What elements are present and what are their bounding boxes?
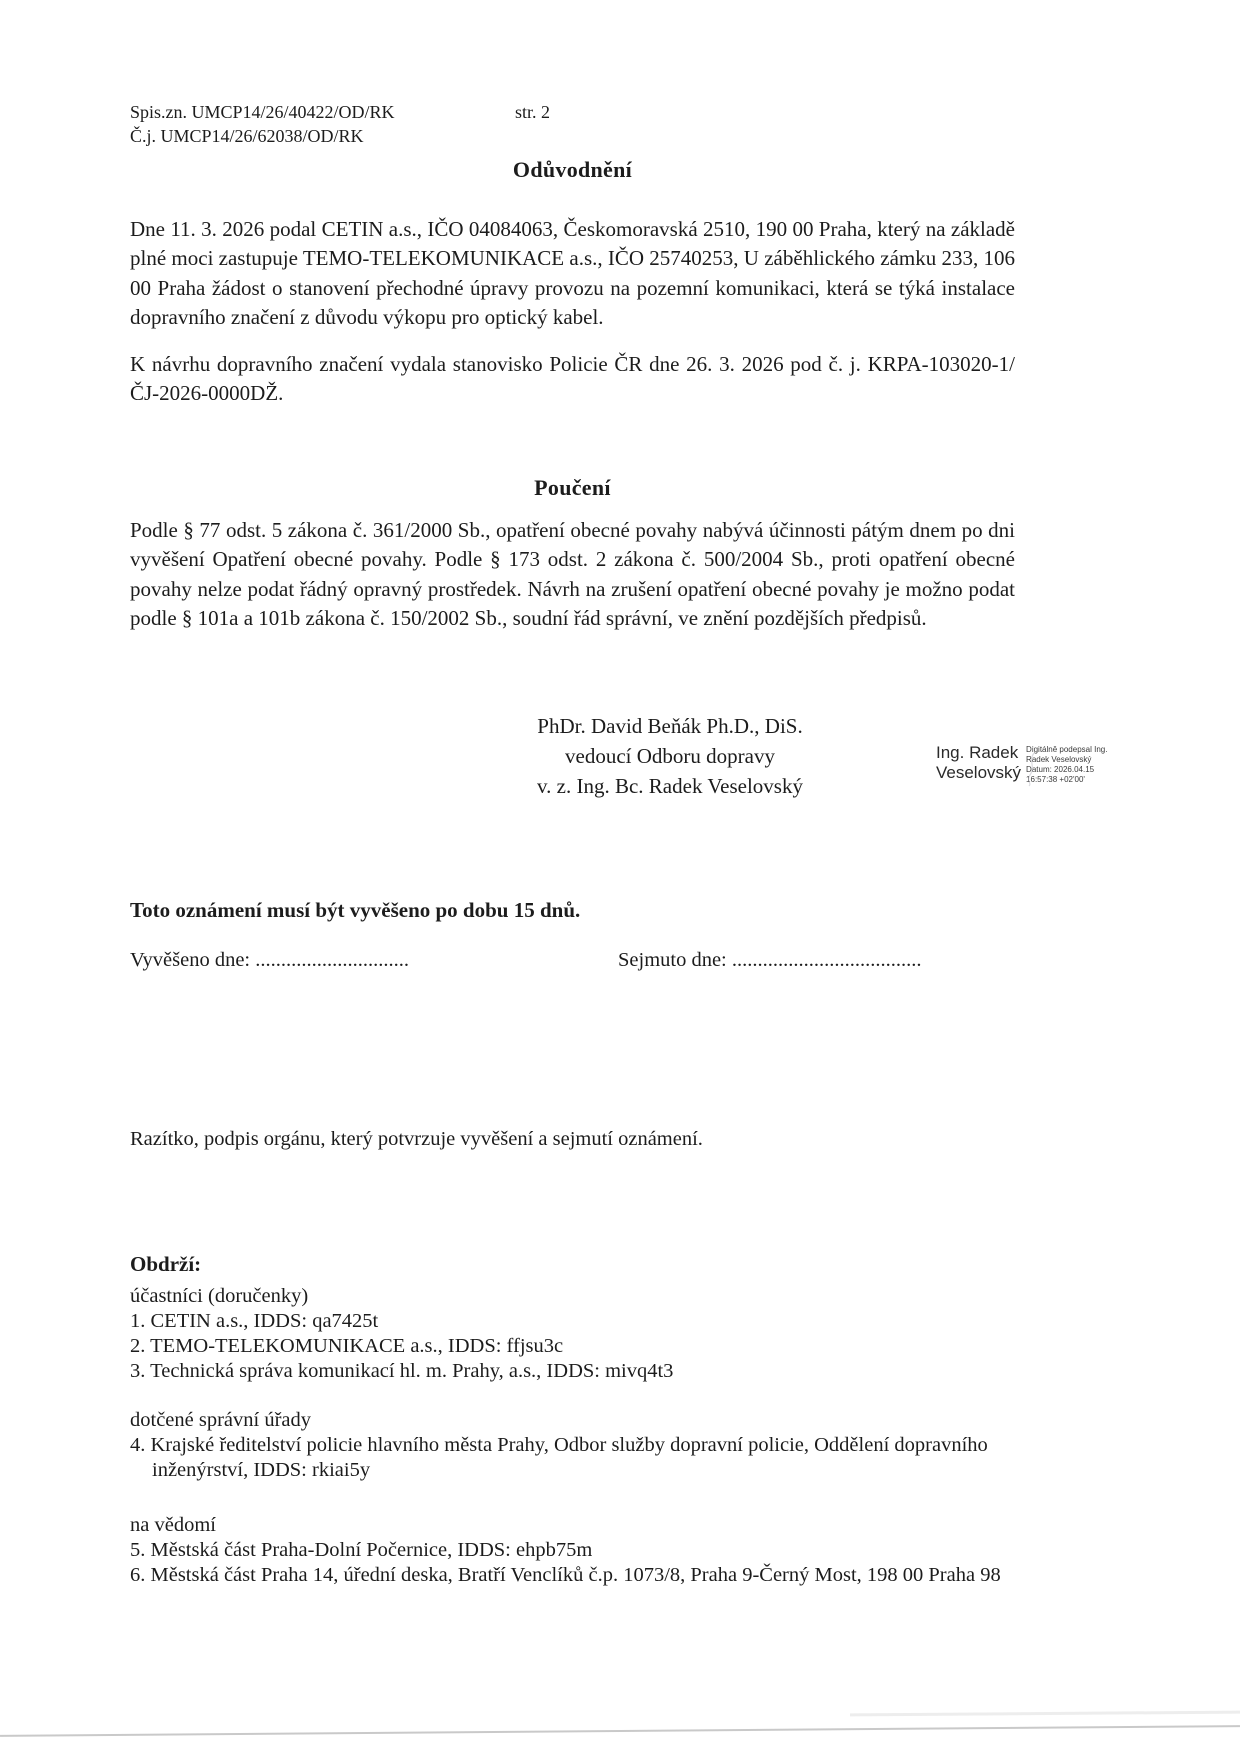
digital-signature-note — [1026, 745, 1107, 785]
scan-artifact-line — [0, 1725, 1240, 1737]
signatory-name: PhDr. David Beňák Ph.D., DiS. — [537, 714, 803, 738]
recipients-group1-label: účastníci (doručenky) — [130, 1285, 309, 1307]
signatory-deputy: v. z. Ing. Bc. Radek Veselovský — [537, 774, 803, 798]
removed-date-row — [618, 949, 922, 972]
section-heading-pouceni: Poučení — [534, 475, 611, 500]
recipients-group-fyi — [130, 1513, 1001, 1588]
digital-signature-name-line2: Veselovský — [936, 763, 1022, 782]
recipient-item-4-line1: 4. Krajské ředitelství policie hlavního města Prahy, Odbor služby dopravní policie, Oddělení dopravního — [130, 1434, 988, 1456]
oduvodneni-paragraph-1: Dne 11. 3. 2026 podal CETIN a.s., IČO 04084063, Českomoravská 2510, 190 00 Praha, který na základě plné moci zastupuje TEMO-TELEKOMUNIKACE a.s., IČO 25740253, U záběhlického zámku 233, 106 00 Praha žádost o stanovení přechodné úpravy provozu na pozemní komunikaci, která se týká instalace dopravního značení z důvodu výkopu pro optický kabel. — [130, 217, 1015, 330]
digital-signature-name — [936, 743, 1021, 783]
scan-artifact-smudge — [850, 1711, 1240, 1717]
file-reference-spis-zn: Spis.zn. UMCP14/26/40422/OD/RK — [130, 102, 395, 122]
recipient-item-1: 1. CETIN a.s., IDDS: qa7425t — [130, 1310, 379, 1332]
digital-signature-note-line4: 16:57:38 +02'00' — [1026, 775, 1085, 784]
removed-date-label: Sejmuto dne: — [618, 949, 727, 971]
pouceni-paragraph: Podle § 77 odst. 5 zákona č. 361/2000 Sb., opatření obecné povahy nabývá účinnosti pátým dnem po dni vyvěšení Opatření obecné povahy. Podle § 173 odst. 2 zákona č. 500/2004 Sb., proti opatření obecné povahy nelze podat řádný opravný prostředek. Návrh na zrušení opatření obecné povahy je možno podat podle § 101a a 101b zákona č. 150/2002 Sb., soudní řád správní, ve znění pozdějších předpisů. — [130, 518, 1015, 631]
recipient-item-5: 5. Městská část Praha-Dolní Počernice, IDDS: ehpb75m — [130, 1539, 593, 1561]
digital-signature-note-line2: Radek Veselovský — [1026, 755, 1092, 764]
digital-signature-note-line1: Digitálně podepsal Ing. — [1026, 745, 1108, 754]
recipient-item-6: 6. Městská část Praha 14, úřední deska, Bratří Venclíků č.p. 1073/8, Praha 9-Černý Most, 198 00 Praha 98 — [130, 1564, 1001, 1586]
recipients-group3-label: na vědomí — [130, 1514, 216, 1536]
recipient-item-3: 3. Technická správa komunikací hl. m. Prahy, a.s., IDDS: mivq4t3 — [130, 1360, 674, 1382]
posted-date-label: Vyvěšeno dne: — [130, 949, 251, 971]
oduvodneni-paragraph-2: K návrhu dopravního značení vydala stanovisko Policie ČR dne 26. 3. 2026 pod č. j. KRPA-103020-1/ČJ-2026-0000DŽ. — [130, 352, 1015, 406]
digital-signature-note-line3: Datum: 2026.04.15 — [1026, 765, 1095, 774]
signature-squiggle-icon — [1024, 751, 1038, 787]
section-heading-oduvodneni: Odůvodnění — [512, 157, 633, 182]
removed-date-dotted-line: ..................................... — [731, 949, 922, 971]
posted-date-dotted-line: .............................. — [255, 949, 410, 971]
digital-signature-name-line1: Ing. Radek — [936, 743, 1019, 762]
recipients-group-participants — [130, 1284, 673, 1384]
signatory-title: vedoucí Odboru dopravy — [565, 744, 775, 768]
recipient-item-4-line2: inženýrství, IDDS: rkiai5y — [152, 1459, 371, 1481]
signature-block — [450, 711, 890, 801]
recipients-heading: Obdrží: — [130, 1252, 202, 1276]
digital-signature-stamp — [936, 743, 1166, 785]
file-reference-cj: Č.j. UMCP14/26/62038/OD/RK — [130, 126, 364, 146]
recipients-group-authorities — [130, 1408, 988, 1483]
posting-duration-notice: Toto oznámení musí být vyvěšeno po dobu 15 dnů. — [130, 898, 581, 922]
posted-date-row — [130, 949, 409, 972]
page-number: str. 2 — [515, 102, 551, 122]
stamp-confirmation-note: Razítko, podpis orgánu, který potvrzuje vyvěšení a sejmutí oznámení. — [130, 1128, 703, 1150]
recipients-group2-label: dotčené správní úřady — [130, 1409, 312, 1431]
recipient-item-2: 2. TEMO-TELEKOMUNIKACE a.s., IDDS: ffjsu3c — [130, 1335, 564, 1357]
